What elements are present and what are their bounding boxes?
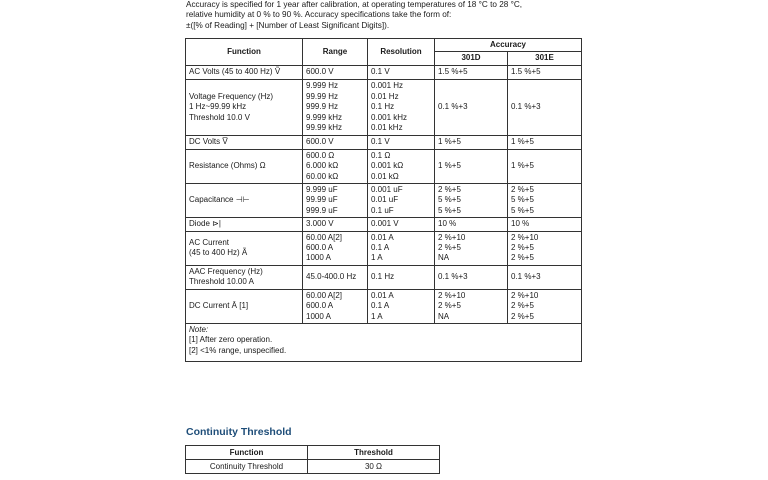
- table-row: [186, 231, 582, 265]
- range-cell: [303, 265, 368, 289]
- cell-line: 600.0 A: [306, 243, 334, 253]
- cell-line: 999.9 uF: [306, 205, 338, 215]
- accuracy-header: Accuracy: [435, 39, 582, 52]
- table-row: [186, 79, 582, 135]
- range-cell: [303, 289, 368, 323]
- cell-line: 0.001 kΩ: [371, 161, 404, 171]
- cell-line: 0.1 A: [371, 243, 390, 253]
- cell-line: 9.999 kHz: [306, 112, 343, 122]
- resolution-header: Resolution: [368, 39, 435, 66]
- resolution-cell: [368, 218, 435, 231]
- intro-text: [186, 0, 586, 31]
- cell-line: 999.9 Hz: [306, 102, 339, 112]
- table-row: [186, 135, 582, 149]
- function-cell: [186, 289, 303, 323]
- resolution-cell: [368, 135, 435, 149]
- range-cell: [303, 149, 368, 183]
- range-cell: [303, 79, 368, 135]
- cell-line: 600.0 V: [306, 137, 334, 147]
- accuracy-301e-cell: [508, 218, 582, 231]
- note-row: [186, 323, 582, 361]
- cell-line: 0.1 %+3: [438, 272, 468, 282]
- function-cell: [186, 231, 303, 265]
- accuracy-301e-cell: [508, 231, 582, 265]
- cell-line: 5 %+5: [438, 195, 461, 205]
- table-row: [186, 184, 582, 218]
- intro-line: ±([% of Reading] + [Number of Least Significant Digits]).: [186, 20, 390, 30]
- accuracy-301d-cell: [435, 65, 508, 79]
- function-cell: [186, 218, 303, 231]
- cell-line: 0.1 Ω: [371, 150, 391, 160]
- cell-line: 0.1 uF: [371, 205, 394, 215]
- cell-line: 10 %: [438, 219, 457, 229]
- cell-line: 600.0 A: [306, 301, 334, 311]
- cell-line: Threshold 10.0 V: [189, 112, 250, 122]
- cell-line: NA: [438, 253, 450, 263]
- range-header: Range: [303, 39, 368, 66]
- cell-line: 60.00 A[2]: [306, 232, 343, 242]
- accuracy-301e-cell: [508, 265, 582, 289]
- cell-line: 99.99 Hz: [306, 91, 339, 101]
- function-header: Function: [186, 446, 308, 460]
- resolution-cell: [368, 265, 435, 289]
- cell-line: AAC Frequency (Hz): [189, 266, 263, 276]
- cell-line: 0.001 uF: [371, 185, 403, 195]
- cell-line: Threshold 10.00 A: [189, 277, 254, 287]
- cell-line: 2 %+5: [438, 185, 461, 195]
- cell-line: 2 %+5: [511, 301, 534, 311]
- cell-line: 99.99 uF: [306, 195, 338, 205]
- cell-line: Voltage Frequency (Hz): [189, 91, 274, 101]
- function-cell: [186, 79, 303, 135]
- accuracy-301e-cell: [508, 289, 582, 323]
- cell-line: AC Current: [189, 237, 230, 247]
- note-item: [2] <1% range, unspecified.: [189, 345, 287, 355]
- cell-line: 1000 A: [306, 311, 331, 321]
- range-cell: [303, 65, 368, 79]
- intro-line: Accuracy is specified for 1 year after calibration, at operating temperatures of 18 °C to 28 °C,: [186, 0, 523, 9]
- cell-line: 1 %+5: [511, 137, 534, 147]
- cell-line: 2 %+5: [511, 311, 534, 321]
- cell-line: 0.01 A: [371, 290, 394, 300]
- function-cell: [186, 135, 303, 149]
- cell-line: 1 Hz~99.99 kHz: [189, 102, 247, 112]
- cell-line: 2 %+5: [511, 253, 534, 263]
- cell-line: 5 %+5: [511, 205, 534, 215]
- table-row: [186, 218, 582, 231]
- accuracy-301d-cell: [435, 231, 508, 265]
- accuracy-spec-table: [185, 38, 582, 362]
- resolution-cell: [368, 79, 435, 135]
- cell-line: 1 A: [371, 253, 383, 263]
- cell-line: NA: [438, 311, 450, 321]
- cell-line: 600.0 Ω: [306, 150, 335, 160]
- cell-line: 1.5 %+5: [511, 67, 541, 77]
- note-title: Note:: [189, 324, 209, 334]
- resolution-cell: [368, 149, 435, 183]
- cell-line: 3.000 V: [306, 219, 334, 229]
- cell-line: 0.01 A: [371, 232, 394, 242]
- cell-line: 10 %: [511, 219, 530, 229]
- intro-line: relative humidity at 0 % to 90 %. Accuracy specifications take the form of:: [186, 10, 452, 20]
- cell-line: 2 %+10: [511, 232, 539, 242]
- cell-line: 9.999 uF: [306, 185, 338, 195]
- cell-line: 0.1 A: [371, 301, 390, 311]
- accuracy-301e-cell: [508, 135, 582, 149]
- cell-line: 2 %+10: [511, 290, 539, 300]
- cell-line: AC Volts (45 to 400 Hz) Ṽ: [189, 67, 281, 77]
- cell-line: 0.001 kHz: [371, 112, 408, 122]
- cell-line: 0.1 V: [371, 137, 390, 147]
- resolution-cell: [368, 184, 435, 218]
- cell-line: 0.01 kΩ: [371, 171, 399, 181]
- model-301e-header: 301E: [508, 52, 582, 65]
- model-301d-header: 301D: [435, 52, 508, 65]
- cell-line: 2 %+10: [438, 290, 466, 300]
- cell-line: 2 %+10: [438, 232, 466, 242]
- cell-line: DC Current Ā [1]: [189, 301, 249, 311]
- cell-line: 2 %+5: [511, 185, 534, 195]
- threshold-header: Threshold: [308, 446, 440, 460]
- table-row: [186, 265, 582, 289]
- cell-line: (45 to 400 Hz) Ã: [189, 248, 248, 258]
- accuracy-301d-cell: [435, 149, 508, 183]
- range-cell: [303, 231, 368, 265]
- cell-line: 60.00 A[2]: [306, 290, 343, 300]
- cell-line: 0.1 %+3: [511, 102, 541, 112]
- accuracy-301e-cell: [508, 65, 582, 79]
- resolution-cell: [368, 289, 435, 323]
- cell-line: 45.0-400.0 Hz: [306, 272, 357, 282]
- accuracy-301e-cell: [508, 184, 582, 218]
- resolution-cell: [368, 65, 435, 79]
- cell-line: 2 %+5: [438, 243, 461, 253]
- table-body: [186, 65, 582, 323]
- range-cell: [303, 184, 368, 218]
- continuity-table: [185, 445, 440, 474]
- cell-line: 5 %+5: [438, 205, 461, 215]
- accuracy-301e-cell: [508, 79, 582, 135]
- accuracy-301d-cell: [435, 218, 508, 231]
- cell-line: 2 %+5: [438, 301, 461, 311]
- cell-line: 0.001 V: [371, 219, 399, 229]
- cell-line: Capacitance ⊣⊢: [189, 195, 250, 205]
- function-cell: Continuity Threshold: [186, 460, 308, 474]
- cell-line: 1000 A: [306, 253, 331, 263]
- function-cell: [186, 65, 303, 79]
- cell-line: 1 %+5: [438, 137, 461, 147]
- range-cell: [303, 135, 368, 149]
- cell-line: 6.000 kΩ: [306, 161, 339, 171]
- cell-line: 0.1 %+3: [511, 272, 541, 282]
- range-cell: [303, 218, 368, 231]
- cell-line: 1 %+5: [511, 161, 534, 171]
- table-row: [186, 289, 582, 323]
- table-row: [186, 65, 582, 79]
- cell-line: Diode ⊳|: [189, 219, 221, 229]
- threshold-cell: 30 Ω: [308, 460, 440, 474]
- function-header: Function: [186, 39, 303, 66]
- resolution-cell: [368, 231, 435, 265]
- function-cell: [186, 265, 303, 289]
- cell-line: 9.999 Hz: [306, 81, 339, 91]
- cell-line: 0.01 kHz: [371, 122, 403, 132]
- table-row: [186, 460, 440, 474]
- cell-line: 2 %+5: [511, 243, 534, 253]
- table-header-row: [186, 446, 440, 460]
- table-header-row: [186, 39, 582, 52]
- continuity-section-title: Continuity Threshold: [186, 426, 292, 438]
- cell-line: 0.1 Hz: [371, 272, 395, 282]
- cell-line: 60.00 kΩ: [306, 171, 339, 181]
- cell-line: 0.1 %+3: [438, 102, 468, 112]
- accuracy-301d-cell: [435, 289, 508, 323]
- function-cell: [186, 149, 303, 183]
- note-cell: [186, 323, 582, 361]
- cell-line: 0.1 Hz: [371, 102, 395, 112]
- cell-line: 0.01 uF: [371, 195, 399, 205]
- cell-line: 99.99 kHz: [306, 122, 343, 132]
- note-item: [1] After zero operation.: [189, 335, 273, 345]
- cell-line: 1 A: [371, 311, 383, 321]
- cell-line: 0.1 V: [371, 67, 390, 77]
- cell-line: 5 %+5: [511, 195, 534, 205]
- accuracy-301d-cell: [435, 265, 508, 289]
- cell-line: DC Volts V̅: [189, 137, 228, 147]
- table-row: [186, 149, 582, 183]
- accuracy-301d-cell: [435, 135, 508, 149]
- accuracy-301e-cell: [508, 149, 582, 183]
- cell-line: 1.5 %+5: [438, 67, 468, 77]
- function-cell: [186, 184, 303, 218]
- accuracy-301d-cell: [435, 184, 508, 218]
- accuracy-301d-cell: [435, 79, 508, 135]
- cell-line: 1 %+5: [438, 161, 461, 171]
- cell-line: Resistance (Ohms) Ω: [189, 161, 266, 171]
- cell-line: 0.001 Hz: [371, 81, 404, 91]
- cell-line: 0.01 Hz: [371, 91, 399, 101]
- cell-line: 600.0 V: [306, 67, 334, 77]
